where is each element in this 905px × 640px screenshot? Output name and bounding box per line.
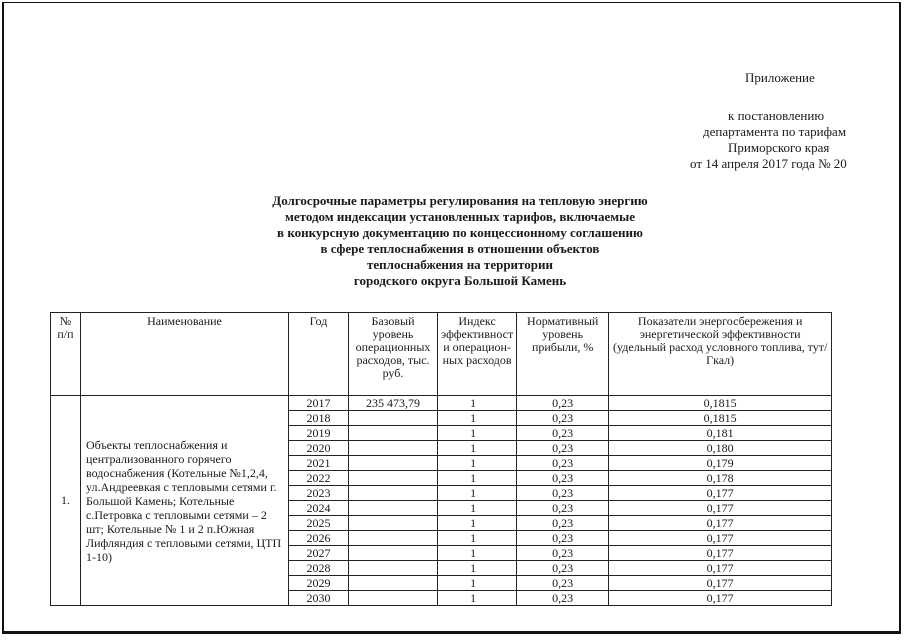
cell-energy: 0,177 [609,501,832,516]
cell-energy: 0,177 [609,561,832,576]
cell-energy: 0,177 [609,546,832,561]
cell-energy: 0,1815 [609,396,832,411]
cell-base [349,561,438,576]
cell-base [349,576,438,591]
cell-profit: 0,23 [517,546,609,561]
title-line: теплоснабжения на территории [367,257,553,272]
cell-index: 1 [438,471,517,486]
title-line: Долгосрочные параметры регулирования на тепловую энергию [272,193,648,208]
header-no: № п/п [51,313,81,396]
cell-index: 1 [438,516,517,531]
cell-index: 1 [438,411,517,426]
cell-profit: 0,23 [517,441,609,456]
title-line: в сфере теплоснабжения в отношении объектов [320,241,600,256]
cell-profit: 0,23 [517,396,609,411]
table-header-row [51,313,832,396]
header-index: Индекс эффективност и операцион-ных расходов [438,313,517,396]
cell-energy: 0,180 [609,441,832,456]
cell-energy: 0,177 [609,486,832,501]
title-line: методом индексации установленных тарифов, включаемые [285,209,635,224]
cell-profit: 0,23 [517,591,609,606]
cell-energy: 0,1815 [609,411,832,426]
cell-index: 1 [438,456,517,471]
cell-year: 2019 [289,426,349,441]
table-row [51,396,832,411]
cell-profit: 0,23 [517,426,609,441]
parameters-table [50,312,832,606]
cell-profit: 0,23 [517,576,609,591]
header-name: Наименование [81,313,289,396]
cell-year: 2029 [289,576,349,591]
cell-profit: 0,23 [517,501,609,516]
cell-index: 1 [438,591,517,606]
cell-year: 2022 [289,471,349,486]
cell-base: 235 473,79 [349,396,438,411]
cell-base [349,441,438,456]
cell-base [349,426,438,441]
cell-energy: 0,177 [609,516,832,531]
cell-base [349,591,438,606]
cell-base [349,411,438,426]
cell-year: 2023 [289,486,349,501]
cell-profit: 0,23 [517,486,609,501]
cell-year: 2028 [289,561,349,576]
header-profit: Нормативный уровень прибыли, % [517,313,609,396]
appendix-heading: Приложение [745,70,815,85]
cell-energy: 0,178 [609,471,832,486]
cell-energy: 0,177 [609,576,832,591]
cell-energy: 0,177 [609,591,832,606]
cell-year: 2018 [289,411,349,426]
title-line: в конкурсную документацию по концессионному соглашению [277,225,643,240]
cell-profit: 0,23 [517,531,609,546]
cell-index: 1 [438,501,517,516]
document-title [170,193,750,289]
cell-index: 1 [438,426,517,441]
cell-profit: 0,23 [517,516,609,531]
cell-index: 1 [438,546,517,561]
cell-year: 2027 [289,546,349,561]
cell-base [349,486,438,501]
header-year: Год [289,313,349,396]
cell-index: 1 [438,561,517,576]
cell-index: 1 [438,441,517,456]
cell-year: 2026 [289,531,349,546]
cell-index: 1 [438,396,517,411]
appendix-line: Приморского края [728,140,830,155]
cell-profit: 0,23 [517,411,609,426]
cell-year: 2021 [289,456,349,471]
cell-base [349,456,438,471]
header-energy: Показатели энергосбережения и энергетической эффективности (удельный расход условного топлива, тут/ Гкал) [609,313,832,396]
cell-energy: 0,177 [609,531,832,546]
cell-year: 2030 [289,591,349,606]
row-number: 1. [51,396,81,606]
appendix-line: от 14 апреля 2017 года № 20 [690,156,847,171]
appendix-line: к постановлению [728,108,825,123]
cell-energy: 0,181 [609,426,832,441]
cell-year: 2025 [289,516,349,531]
header-base: Базовый уровень операционных расходов, тыс. руб. [349,313,438,396]
cell-index: 1 [438,576,517,591]
cell-index: 1 [438,486,517,501]
cell-year: 2017 [289,396,349,411]
appendix-line: департамента по тарифам [703,124,847,139]
cell-profit: 0,23 [517,456,609,471]
cell-base [349,501,438,516]
cell-energy: 0,179 [609,456,832,471]
cell-year: 2020 [289,441,349,456]
cell-base [349,516,438,531]
cell-base [349,531,438,546]
cell-profit: 0,23 [517,561,609,576]
title-line: городского округа Большой Камень [353,273,567,288]
cell-year: 2024 [289,501,349,516]
object-name: Объекты теплоснабжения и централизованного горячего водоснабжения (Котельные №1,2,4, ул.Андреевкая с тепловыми сетями г. Большой Камень; Котельные с.Петровка с тепловыми сетями – 2 шт; Котельные № 1 и 2 п.Южная Лифляндия с тепловыми сетями, ЦТП 1-10) [81,396,289,606]
cell-base [349,471,438,486]
table-body [51,396,832,606]
cell-index: 1 [438,531,517,546]
cell-profit: 0,23 [517,471,609,486]
cell-base [349,546,438,561]
